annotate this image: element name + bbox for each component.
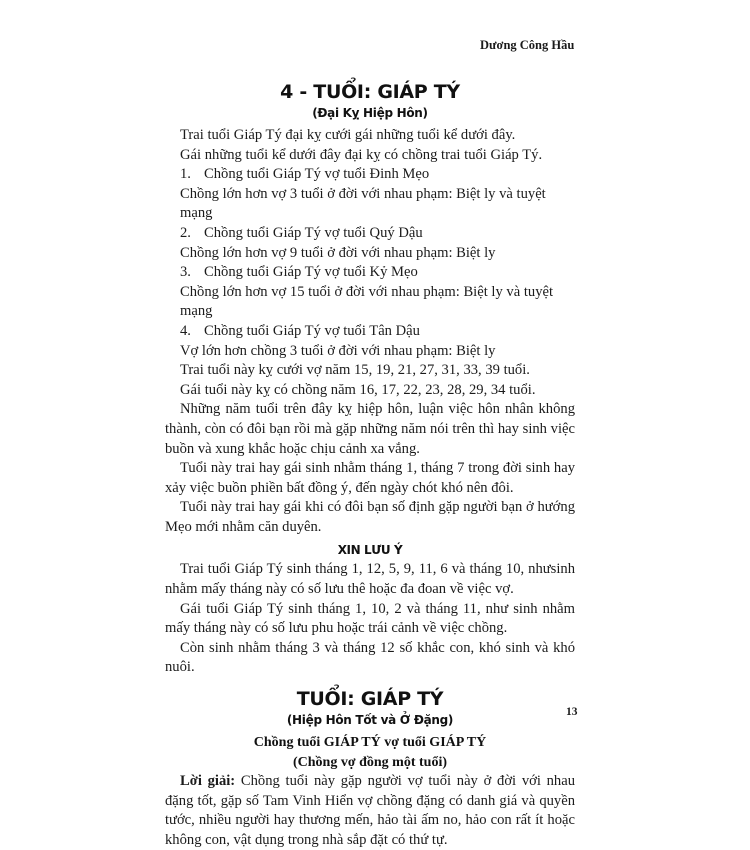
years-line: Trai tuổi này kỵ cưới vợ năm 15, 19, 21, 27, 31, 33, 39 tuổi. bbox=[180, 362, 530, 379]
list-item bbox=[165, 322, 575, 342]
section2-title: TUỔI: GIÁP TÝ bbox=[296, 688, 444, 711]
note-paragraph: Còn sinh nhằm tháng 3 và tháng 12 số khắc con, khó sinh và khó nuôi. bbox=[165, 639, 575, 676]
list-detail: Vợ lớn hơn chồng 3 tuổi ở đời với nhau phạm: Biệt ly bbox=[180, 342, 496, 359]
years-line: Gái tuổi này kỵ có chồng năm 16, 17, 22, 23, 28, 29, 34 tuổi. bbox=[180, 381, 536, 398]
intro-line: Trai tuổi Giáp Tý đại kỵ cưới gái những tuổi kể dưới đây. bbox=[180, 127, 516, 143]
body-paragraph: Những năm tuổi trên đây kỵ hiệp hôn, luận việc hôn nhân không thành, còn có đôi bạn rồi mà gặp những năm nói trên thì hay sinh việc buồn và xung khắc hoặc chịu cảnh xa vắng. bbox=[165, 401, 575, 457]
list-label: Chồng tuổi Giáp Tý vợ tuổi Đinh Mẹo bbox=[204, 166, 430, 183]
list-item bbox=[165, 165, 575, 185]
section1-subtitle: (Đại Kỵ Hiệp Hôn) bbox=[312, 106, 428, 120]
note-heading: XIN LƯU Ý bbox=[337, 543, 403, 558]
list-label: Chồng tuổi Giáp Tý vợ tuổi Quý Dậu bbox=[204, 224, 423, 241]
answer-text: Chồng tuổi này gặp người vợ tuổi này ở đời với nhau đặng tốt, gặp số Tam Vinh Hiển vợ chồng đặng có danh giá và quyền tước, nhiều người hay thương mến, hảo tài ấm no, hảo con rất ít hoặc không con, vật dụng trong nhà sắp đặt có thứ tự. bbox=[165, 773, 575, 848]
section1-title: 4 - TUỔI: GIÁP TÝ bbox=[280, 81, 460, 103]
list-item bbox=[165, 263, 575, 283]
running-head-author: Dương Công Hầu bbox=[480, 38, 575, 52]
body-paragraph: Tuổi này trai hay gái khi có đôi bạn số định gặp người bạn ở hướng Mẹo mới nhằm căn duyên. bbox=[165, 499, 575, 535]
list-detail: Chồng lớn hơn vợ 9 tuổi ở đời với nhau phạm: Biệt ly bbox=[180, 244, 496, 261]
list-label: Chồng tuổi Giáp Tý vợ tuổi Kỷ Mẹo bbox=[204, 264, 418, 281]
note-paragraph: Trai tuổi Giáp Tý sinh tháng 1, 12, 5, 9, 11, 6 và tháng 10, nhưsinh nhằm mấy tháng này có số lưu thê hoặc đa đoan về việc vợ. bbox=[165, 561, 575, 598]
list-item bbox=[165, 224, 575, 244]
note-paragraph: Gái tuổi Giáp Tý sinh tháng 1, 10, 2 và tháng 11, như sinh nhằm mấy tháng này có số lưu phu hoặc trái cảnh về việc chồng. bbox=[165, 600, 575, 637]
list-number: 3. bbox=[180, 264, 191, 281]
body-paragraph: Tuổi này trai hay gái sinh nhằm tháng 1, tháng 7 trong đời sinh hay xảy việc buồn phiền bất đồng ý, đến ngày chót khó nên đôi. bbox=[165, 460, 575, 496]
list-detail: Chồng lớn hơn vợ 15 tuổi ở đời với nhau phạm: Biệt ly và tuyệt mạng bbox=[180, 283, 554, 320]
list-number: 1. bbox=[180, 166, 191, 183]
section2-subtitle: (Hiệp Hôn Tốt và Ở Đặng) bbox=[286, 713, 454, 728]
list-label: Chồng tuổi Giáp Tý vợ tuổi Tân Dậu bbox=[204, 322, 420, 339]
page-content bbox=[165, 80, 575, 850]
list-number: 4. bbox=[180, 322, 191, 339]
page-number: 13 bbox=[566, 706, 578, 718]
list-number: 2. bbox=[180, 224, 191, 241]
list-detail: Chồng lớn hơn vợ 3 tuổi ở đời với nhau phạm: Biệt ly và tuyệt mạng bbox=[180, 185, 546, 222]
answer-label: Lời giải: bbox=[180, 773, 236, 790]
answer-paragraph bbox=[165, 772, 575, 850]
section2 bbox=[165, 687, 575, 850]
intro-line: Gái những tuổi kể dưới đây đại kỵ có chồng trai tuổi Giáp Tý. bbox=[180, 146, 543, 163]
pair-subheading: (Chồng vợ đồng một tuổi) bbox=[293, 754, 447, 770]
pair-heading: Chồng tuổi GIÁP TÝ vợ tuổi GIÁP TÝ bbox=[253, 735, 487, 751]
incompatible-list bbox=[165, 165, 575, 361]
